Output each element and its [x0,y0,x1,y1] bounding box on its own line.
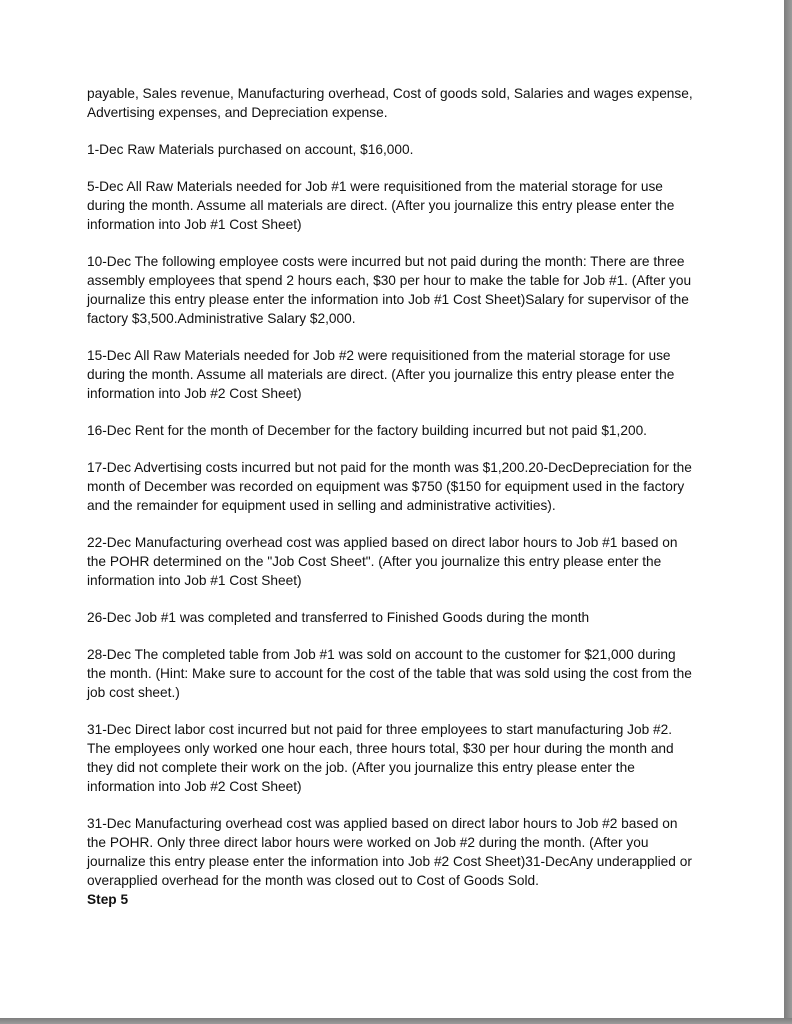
document-body [87,84,693,909]
page-shadow-right [784,0,792,1024]
paragraph-dec-22: 22-Dec Manufacturing overhead cost was applied based on direct labor hours to Job #1 based on the POHR determined on the "Job Cost Sheet". (After you journalize this entry please enter the information into Job #1 Cost Sheet) [87,535,678,588]
paragraph-dec-26: 26-Dec Job #1 was completed and transferred to Finished Goods during the month [87,610,590,625]
paragraph-dec-10: 10-Dec The following employee costs were incurred but not paid during the month: There are three assembly employees that spend 2 hours each, $30 per hour to make the table for Job #1. (After you journalize this entry please enter the information into Job #1 Cost Sheet)Salary for supervisor of the factory $3,500.Administrative Salary $2,000. [87,254,692,326]
page-shadow-bottom [0,1018,792,1024]
paragraph-account-list: payable, Sales revenue, Manufacturing overhead, Cost of goods sold, Salaries and wages expense, Advertising expenses, and Depreciation expense. [87,86,693,120]
paragraph-dec-16: 16-Dec Rent for the month of December for the factory building incurred but not paid $1,200. [87,423,647,438]
paragraph-dec-15: 15-Dec All Raw Materials needed for Job #2 were requisitioned from the material storage for use during the month. Assume all materials are direct. (After you journalize this entry please enter the information into Job #2 Cost Sheet) [87,348,675,401]
paragraph-dec-1: 1-Dec Raw Materials purchased on account, $16,000. [87,142,414,157]
paragraph-dec-17: 17-Dec Advertising costs incurred but not paid for the month was $1,200.20-DecDepreciation for the month of December was recorded on equipment was $750 ($150 for equipment used in the factory and the remainder for equipment used in selling and administrative activities). [87,460,692,513]
paragraph-dec-31-labor: 31-Dec Direct labor cost incurred but not paid for three employees to start manufacturing Job #2. The employees only worked one hour each, three hours total, $30 per hour during the month and they did not complete their work on the job. (After you journalize this entry please enter the information into Job #2 Cost Sheet) [87,722,674,794]
paragraph-dec-5: 5-Dec All Raw Materials needed for Job #1 were requisitioned from the material storage for use during the month. Assume all materials are direct. (After you journalize this entry please enter the information into Job #1 Cost Sheet) [87,179,675,232]
step-heading: Step 5 [87,892,129,907]
paragraph-dec-31-overhead: 31-Dec Manufacturing overhead cost was applied based on direct labor hours to Job #2 based on the POHR. Only three direct labor hours were worked on Job #2 during the month. (After you journalize this entry please enter the information into Job #2 Cost Sheet)31-DecAny underapplied or overapplied overhead for the month was closed out to Cost of Goods Sold. [87,816,692,888]
paragraph-dec-28: 28-Dec The completed table from Job #1 was sold on account to the customer for $21,000 during the month. (Hint: Make sure to account for the cost of the table that was sold using the cost from the job cost sheet.) [87,647,692,700]
